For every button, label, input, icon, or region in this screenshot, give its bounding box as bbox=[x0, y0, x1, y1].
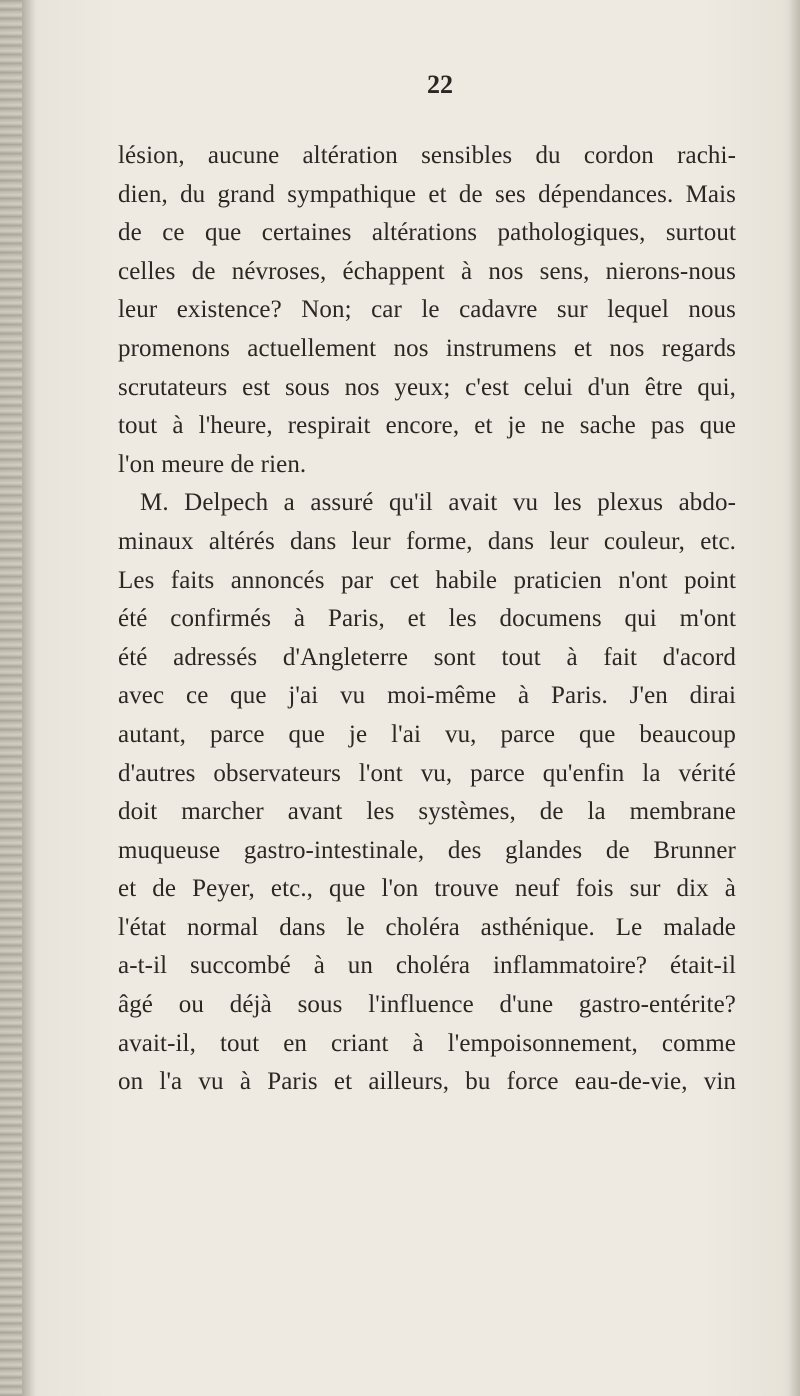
text-line: âgé ou déjà sous l'influence d'une gastro-entérite? bbox=[118, 991, 736, 1019]
text-line: celles de névroses, échappent à nos sens, nierons-nous bbox=[118, 257, 736, 285]
text-line: on l'a vu à Paris et ailleurs, bu force eau-de-vie, vin bbox=[118, 1068, 736, 1096]
text-line: leur existence? Non; car le cadavre sur lequel nous bbox=[118, 296, 736, 324]
page-right-edge bbox=[788, 0, 800, 1396]
text-line: tout à l'heure, respirait encore, et je ne sache pas que bbox=[118, 412, 736, 440]
page-number: 22 bbox=[427, 70, 453, 99]
text-line: autant, parce que je l'ai vu, parce que beaucoup bbox=[118, 720, 736, 748]
text-line: M. Delpech a assuré qu'il avait vu les plexus abdo- bbox=[140, 489, 736, 517]
text-line: promenons actuellement nos instrumens et nos regards bbox=[118, 334, 736, 362]
body-text bbox=[118, 137, 736, 1102]
text-line: Les faits annoncés par cet habile praticien n'ont point bbox=[118, 566, 736, 594]
text-line: a-t-il succombé à un choléra inflammatoire? était-il bbox=[118, 952, 736, 980]
text-line: été confirmés à Paris, et les documens qui m'ont bbox=[118, 605, 736, 633]
text-line: l'état normal dans le choléra asthénique. Le malade bbox=[118, 913, 736, 941]
text-line: doit marcher avant les systèmes, de la membrane bbox=[118, 798, 736, 826]
text-line: d'autres observateurs l'ont vu, parce qu'enfin la vérité bbox=[118, 759, 736, 787]
text-line: de ce que certaines altérations pathologiques, surtout bbox=[118, 219, 736, 247]
text-line: et de Peyer, etc., que l'on trouve neuf fois sur dix à bbox=[118, 875, 736, 903]
text-line: dien, du grand sympathique et de ses dépendances. Mais bbox=[118, 180, 736, 208]
text-line: l'on meure de rien. bbox=[118, 450, 307, 478]
text-line: avait-il, tout en criant à l'empoisonnement, comme bbox=[118, 1029, 736, 1057]
text-line: avec ce que j'ai vu moi-même à Paris. J'en dirai bbox=[118, 682, 736, 710]
text-line: été adressés d'Angleterre sont tout à fait d'acord bbox=[118, 643, 736, 671]
text-line: scrutateurs est sous nos yeux; c'est celui d'un être qui, bbox=[118, 373, 736, 401]
text-line: muqueuse gastro-intestinale, des glandes de Brunner bbox=[118, 836, 736, 864]
page-binding-shadow bbox=[22, 0, 36, 1396]
page-binding-edge bbox=[0, 0, 22, 1396]
text-line: minaux altérés dans leur forme, dans leur couleur, etc. bbox=[118, 527, 736, 555]
text-line: lésion, aucune altération sensibles du cordon rachi- bbox=[118, 142, 736, 169]
